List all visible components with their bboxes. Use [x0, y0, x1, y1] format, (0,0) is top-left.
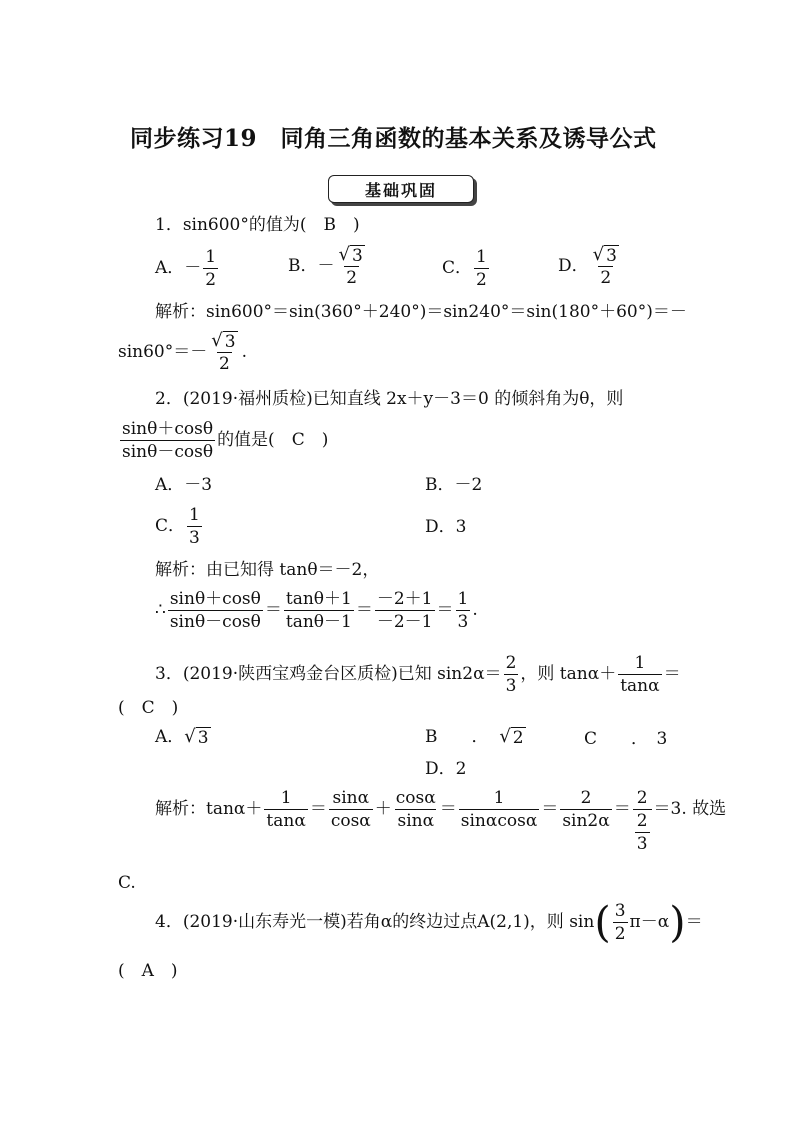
- q2-option-a: A．－3: [155, 475, 213, 495]
- q3-option-a: A． √ 3: [155, 726, 209, 748]
- q1-option-d: D． √ 3 2: [558, 244, 617, 288]
- page-title: 同步练习19 同角三角函数的基本关系及诱导公式: [130, 125, 657, 152]
- q2-analysis-line2: ∴ $\frac{\sin\theta+\cos\theta}{\sin\theta-\cos\theta}$ ＝ $\frac{\tan\theta+1}{\tan\theta-1}$ ＝ $\frac{-2+1}{-2-1}$ ＝ $\frac{1}{3}$ .: [155, 589, 478, 632]
- q1-option-b: B．－ √ 3 2: [288, 244, 363, 288]
- q1-option-c: C． $\frac{1}{2}$: [442, 247, 487, 290]
- q2-option-b: B．－2: [425, 475, 483, 495]
- section-badge: 基础巩固: [328, 175, 474, 203]
- q1-analysis-line1: 解析：sin600°＝sin(360°＋240°)＝sin240°＝sin(180°＋60°)＝－: [155, 302, 687, 322]
- q4-stem: 4．(2019·山东寿光一模)若角α的终边过点A(2,1)，则 sin( $\frac{3}{2}$ π－α)＝: [155, 897, 703, 947]
- q3-answer: ( C ): [118, 698, 179, 718]
- q1-stem: 1．sin600°的值为( B ): [155, 215, 360, 235]
- q4-answer: ( A ): [118, 961, 178, 981]
- q3-option-b: B ． √ 2: [425, 726, 524, 748]
- q3-analysis: 解析：tanα＋ $\frac{1}{\tan\alpha}$ ＝ $\frac{\sin\alpha}{\cos\alpha}$ ＋ $\frac{\cos\alpha}{\sin\alpha}$ ＝ $\frac{1}{\sin\alpha\cos\alpha}$ ＝ $\frac{2}{\sin 2\alpha}$ ＝ 2 2 3 ＝3. 故选: [155, 788, 727, 854]
- q3-stem: 3．(2019·陕西宝鸡金台区质检)已知 sin2α＝ $\frac{2}{3}$ ，则 tanα＋ $\frac{1}{\tan\alpha}$ ＝: [155, 653, 681, 696]
- q2-option-d: D．3: [425, 517, 467, 537]
- q2-option-c: C． $\frac{1}{3}$: [155, 505, 200, 548]
- q2-stem-line1: 2．(2019·福州质检)已知直线 2x＋y－3＝0 的倾斜角为θ，则: [155, 389, 624, 409]
- q3-option-c: C ． 3: [584, 729, 668, 749]
- q3-analysis-line2: C.: [118, 873, 136, 893]
- q1-analysis-line2: sin60°＝－ √ 3 2 .: [118, 330, 247, 374]
- q1-option-a: A．－ $\frac{1}{2}$: [155, 247, 217, 290]
- q2-stem-line2: $\frac{\sin\theta+\cos\theta}{\sin\theta-\cos\theta}$ 的值是( C ): [122, 419, 329, 462]
- q3-option-d: D．2: [425, 759, 467, 779]
- q2-analysis-line1: 解析：由已知得 tanθ＝－2，: [155, 560, 380, 580]
